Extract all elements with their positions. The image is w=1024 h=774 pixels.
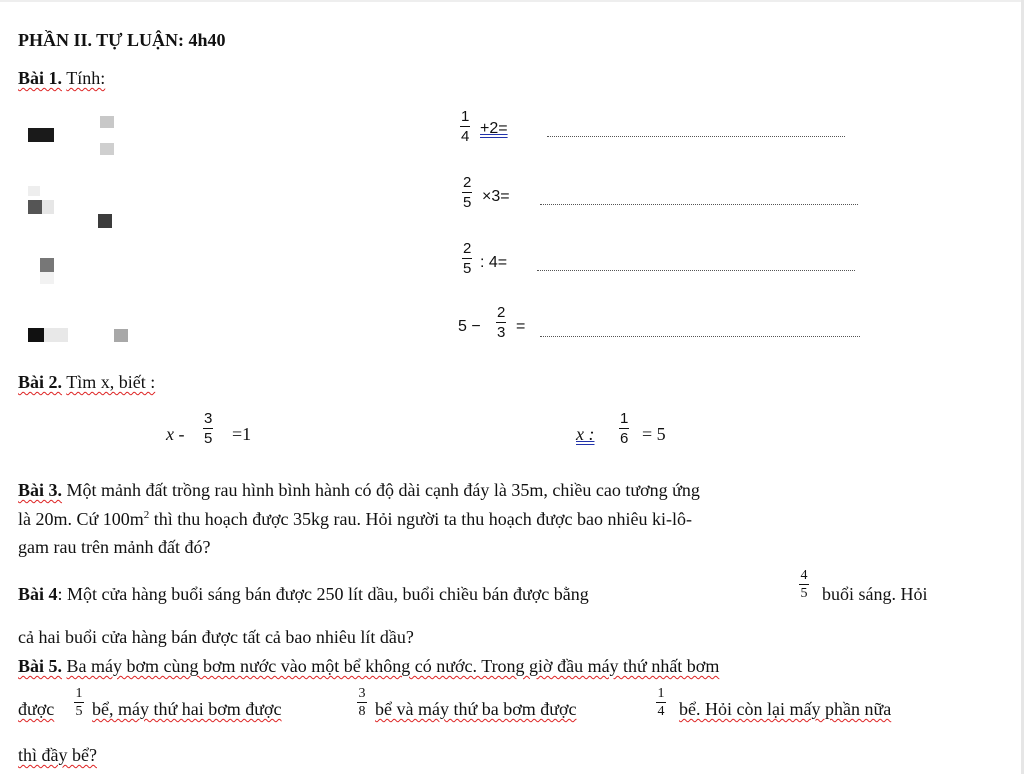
fraction: 1 6 — [620, 410, 629, 447]
fraction: 2 5 — [463, 240, 472, 277]
bai4-fraction: 4 5 — [800, 568, 808, 601]
section-title: PHẦN II. TỰ LUẬN: 4h40 — [18, 30, 226, 50]
bai5-line3: thì đầy bể? — [18, 745, 97, 765]
expr-rest: = — [516, 318, 526, 335]
answer-dots — [537, 270, 855, 271]
expr-rest: ×3= — [482, 188, 510, 205]
expr-pre: 5 − — [458, 318, 481, 335]
bai3-line3: gam rau trên mảnh đất đó? — [18, 537, 211, 557]
bai2-heading — [18, 372, 155, 393]
bai5-fraction-2: 3 8 — [358, 686, 366, 719]
bai5-fraction-1: 1 5 — [75, 686, 83, 719]
bai4-line2: cả hai buổi cửa hàng bán được tất cả bao nhiêu lít dầu? — [18, 627, 414, 647]
eq2-pre: x : — [576, 424, 595, 444]
expr-rest: +2= — [480, 120, 508, 137]
eq1-pre: x - — [166, 424, 185, 444]
bai5-line2d: bể. Hỏi còn lại mấy phần nữa — [679, 699, 892, 719]
bai5-line1: Bài 5. Ba máy bơm cùng bơm nước vào một bể không có nước. Trong giờ đầu máy thứ nhất bơm — [18, 656, 720, 676]
fraction: 1 4 — [461, 108, 470, 145]
bai3-line1: Bài 3. Một mảnh đất trồng rau hình bình hành có độ dài cạnh đáy là 35m, chiều cao tương ứng — [18, 480, 700, 500]
fraction: 2 5 — [463, 174, 472, 211]
bai1-label: Bài 1. — [18, 68, 63, 88]
answer-dots — [540, 336, 860, 337]
eq1-post: =1 — [232, 424, 252, 444]
bai2-label: Bài 2. — [18, 372, 63, 392]
bai1-heading — [18, 68, 105, 89]
page-top-edge — [0, 0, 1024, 2]
fraction: 2 3 — [497, 304, 506, 341]
bai4-line1b: buổi sáng. Hỏi — [822, 584, 928, 604]
answer-dots — [540, 204, 858, 205]
bai3-label: Bài 3. — [18, 480, 63, 500]
eq2-post: = 5 — [642, 424, 666, 444]
bai1-task: Tính: — [66, 68, 106, 88]
bai5-fraction-3: 1 4 — [657, 686, 665, 719]
bai3-line2: là 20m. Cứ $100m^2$ thì thu hoạch được 35kg rau. Hỏi người ta thu hoạch được bao nhiêu ki-lô- — [18, 509, 692, 529]
answer-dots — [547, 136, 845, 137]
bai5-line2b: bể, máy thứ hai bơm được — [92, 699, 282, 719]
expr-rest: : 4= — [480, 254, 508, 271]
bai2-task: Tìm x, biết : — [66, 372, 156, 392]
fraction: 3 5 — [204, 410, 213, 447]
bai5-line2c: bể và máy thứ ba bơm được — [375, 699, 577, 719]
bai4-line1a: Bài 4: Một cửa hàng buổi sáng bán được 250 lít dầu, buổi chiều bán được bằng — [18, 584, 589, 604]
bai4-label: Bài 4 — [18, 584, 58, 604]
bai5-label: Bài 5. — [18, 656, 63, 676]
bai5-line2a: được — [18, 699, 55, 719]
